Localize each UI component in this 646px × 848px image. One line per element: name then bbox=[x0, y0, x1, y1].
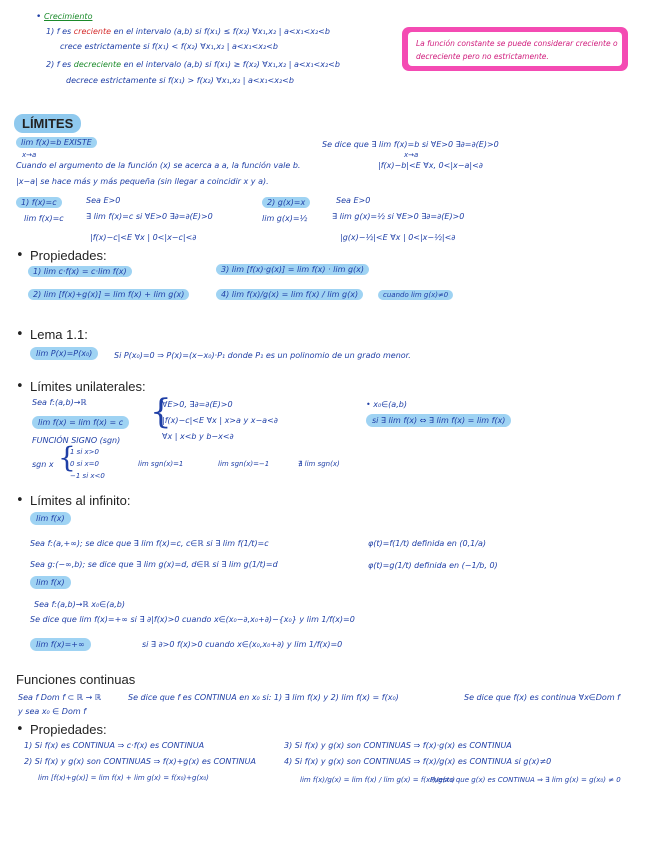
limite-def-sub: x→a bbox=[404, 151, 419, 159]
ex1-a: 1) f(x)=c bbox=[16, 198, 62, 207]
bullet: • bbox=[16, 493, 24, 508]
cont-p4b: lim f(x)/g(x) = lim f(x) / lim g(x) = f(x₀)/g(x₀) bbox=[300, 776, 455, 784]
continuas-title: Funciones continuas bbox=[16, 672, 136, 687]
limite-existe-sub: x→a bbox=[22, 151, 37, 159]
cont-p3: 3) Si f(x) y g(x) son CONTINUAS ⇒ f(x)·g(x) es CONTINUA bbox=[284, 741, 512, 750]
cont-p1: 1) Si f(x) es CONTINUA ⇒ c·f(x) es CONTINUA bbox=[24, 741, 205, 750]
lema-lim: lim P(x)=P(x₀) bbox=[30, 349, 98, 358]
limite-sehace: |x−a| se hace más y más pequeña (sin llegar a coincidir x y a). bbox=[16, 177, 269, 186]
prop-1: 1) lim c·f(x) = c·lim f(x) bbox=[28, 267, 132, 276]
crecimiento-line-4: decrece estrictamente si f(x₁) > f(x₂) ∀x₁,x₂ | a<x₁<x₂<b bbox=[66, 76, 294, 85]
ex2-d: ∃ lim g(x)=½ si ∀E>0 ∃∂=∂(E)>0 bbox=[332, 212, 465, 221]
prop-4b: cuando lim g(x)≠0 bbox=[378, 291, 453, 299]
unil-a: Sea f:(a,b)→ℝ bbox=[32, 398, 87, 407]
bullet: • bbox=[16, 722, 24, 737]
crecimiento-title: Crecimiento bbox=[44, 12, 93, 21]
inf-c2: φ(t)=g(1/t) definida en (−1/b, 0) bbox=[368, 561, 498, 570]
inf-c: Sea g:(−∞,b); se dice que ∃ lim g(x)=d, d∈ℝ si ∃ lim g(1/t)=d bbox=[30, 560, 278, 569]
prop-3: 3) lim [f(x)·g(x)] = lim f(x) · lim g(x) bbox=[216, 265, 369, 274]
limite-cuando: Cuando el argumento de la función (x) se acerca a a, la función vale b. bbox=[16, 161, 301, 170]
cont-b: Se dice que f es CONTINUA en x₀ si: 1) ∃ lim f(x) y 2) lim f(x) = f(x₀) bbox=[128, 693, 399, 702]
cont-prop-title: Propiedades: bbox=[30, 722, 107, 737]
crecimiento-line-1: 1) f es creciente en el intervalo (a,b) si f(x₁) ≤ f(x₂) ∀x₁,x₂ | a<x₁<x₂<b bbox=[46, 27, 330, 36]
inf-b2: φ(t)=f(1/t) definida en (0,1/a) bbox=[368, 539, 486, 548]
unil-f1: lim sgn(x)=1 bbox=[138, 460, 184, 468]
cont-p4: 4) Si f(x) y g(x) son CONTINUAS ⇒ f(x)/g(x) es CONTINUA si g(x)≠0 bbox=[284, 757, 552, 766]
inf-g2: si ∃ ∂>0 f(x)>0 cuando x∈(x₀,x₀+∂) y lim 1/f(x)=0 bbox=[142, 640, 343, 649]
unil-c3: ∀x | x<b y b−x<∂ bbox=[162, 432, 234, 441]
bullet: • bbox=[16, 379, 24, 394]
ex2-b: Sea E>0 bbox=[336, 196, 371, 205]
ex1-b: Sea E>0 bbox=[86, 196, 121, 205]
ex1-e: |f(x)−c|<E ∀x | 0<|x−c|<∂ bbox=[90, 233, 197, 242]
unil-sgn: sgn x bbox=[32, 460, 54, 469]
note-inner bbox=[408, 32, 622, 66]
unil-d1: • x₀∈(a,b) bbox=[366, 400, 407, 409]
lema-text: Si P(x₀)=0 ⇒ P(x)=(x−x₀)·P₁ donde P₁ es un polinomio de un grado menor. bbox=[114, 351, 411, 360]
sgn-3: −1 si x<0 bbox=[70, 472, 105, 480]
note-box bbox=[402, 27, 628, 71]
prop-4: 4) lim f(x)/g(x) = lim f(x) / lim g(x) bbox=[216, 290, 363, 299]
unil-e: FUNCIÓN SIGNO (sgn) bbox=[32, 436, 121, 445]
unil-c2: |f(x)−c|<E ∀x | x>a y x−a<∂ bbox=[162, 416, 278, 425]
unil-b: lim f(x) = lim f(x) = c bbox=[32, 418, 129, 427]
unil-f2: lim sgn(x)=−1 bbox=[218, 460, 270, 468]
unil-c1: ∀E>0, ∃∂=∂(E)>0 bbox=[162, 400, 233, 409]
bullet: • bbox=[16, 248, 24, 263]
brace-unil: { bbox=[150, 392, 172, 432]
unil-f3: ∄ lim sgn(x) bbox=[298, 460, 340, 468]
cont-a2: y sea x₀ ∈ Dom f bbox=[18, 707, 87, 716]
inf-b: Sea f:(a,+∞); se dice que ∃ lim f(x)=c, c∈ℝ si ∃ lim f(1/t)=c bbox=[30, 539, 269, 548]
crecimiento-line-3: 2) f es decreciente en el intervalo (a,b) si f(x₁) ≥ f(x₂) ∀x₁,x₂ | a<x₁<x₂<b bbox=[46, 60, 340, 69]
ex1-c: lim f(x)=c bbox=[24, 214, 64, 223]
sgn-1: 1 si x>0 bbox=[70, 448, 99, 456]
inf-d: lim f(x) bbox=[30, 578, 71, 587]
ex2-c: lim g(x)=½ bbox=[262, 214, 308, 223]
cont-p2b: lim [f(x)+g(x)] = lim f(x) + lim g(x) = f(x₀)+g(x₀) bbox=[38, 774, 209, 782]
limites-title: LÍMITES bbox=[14, 114, 81, 133]
cont-a1: Sea f Dom f ⊂ ℝ → ℝ bbox=[18, 693, 102, 702]
cont-c: Se dice que f(x) es continua ∀x∈Dom f bbox=[464, 693, 620, 702]
propiedades-title: Propiedades: bbox=[30, 248, 107, 263]
ex2-a: 2) g(x)=x bbox=[262, 198, 310, 207]
inf-a: lim f(x) bbox=[30, 514, 71, 523]
inf-e: Sea f:(a,b)→ℝ x₀∈(a,b) bbox=[34, 600, 125, 609]
limite-def: Se dice que ∃ lim f(x)=b si ∀E>0 ∃∂=∂(E)>0 bbox=[322, 140, 499, 149]
ex2-e: |g(x)−½|<E ∀x | 0<|x−½|<∂ bbox=[340, 233, 456, 242]
cont-p2: 2) Si f(x) y g(x) son CONTINUAS ⇒ f(x)+g(x) es CONTINUA bbox=[24, 757, 256, 766]
limite-existe: lim f(x)=b EXISTE bbox=[16, 138, 97, 147]
ex1-d: ∃ lim f(x)=c si ∀E>0 ∃∂=∂(E)>0 bbox=[86, 212, 213, 221]
unil-d2: si ∃ lim f(x) ⇔ ∃ lim f(x) = lim f(x) bbox=[366, 416, 511, 425]
unilaterales-title: Límites unilaterales: bbox=[30, 379, 146, 394]
brace-sgn: { bbox=[58, 441, 76, 474]
crecimiento-line-2: crece estrictamente si f(x₁) < f(x₂) ∀x₁,x₂ | a<x₁<x₂<b bbox=[60, 42, 278, 51]
note-text: La función constante se puede considerar creciente o decreciente pero no estrictamente. bbox=[416, 39, 618, 61]
inf-g: lim f(x)=+∞ bbox=[30, 640, 91, 649]
prop-2: 2) lim [f(x)+g(x)] = lim f(x) + lim g(x) bbox=[28, 290, 189, 299]
bullet: • bbox=[16, 327, 24, 342]
limite-cond: |f(x)−b|<E ∀x, 0<|x−a|<∂ bbox=[378, 161, 483, 170]
cont-p4c: Puesto que g(x) es CONTINUA ⇒ ∃ lim g(x) = g(x₀) ≠ 0 bbox=[430, 776, 621, 784]
infinito-title: Límites al infinito: bbox=[30, 493, 131, 508]
bullet-dot: • bbox=[36, 12, 42, 22]
inf-f: Se dice que lim f(x)=+∞ si ∃ ∂|f(x)>0 cuando x∈(x₀−∂,x₀+∂)−{x₀} y lim 1/f(x)=0 bbox=[30, 615, 355, 624]
sgn-2: 0 si x=0 bbox=[70, 460, 99, 468]
lema-title: Lema 1.1: bbox=[30, 327, 88, 342]
